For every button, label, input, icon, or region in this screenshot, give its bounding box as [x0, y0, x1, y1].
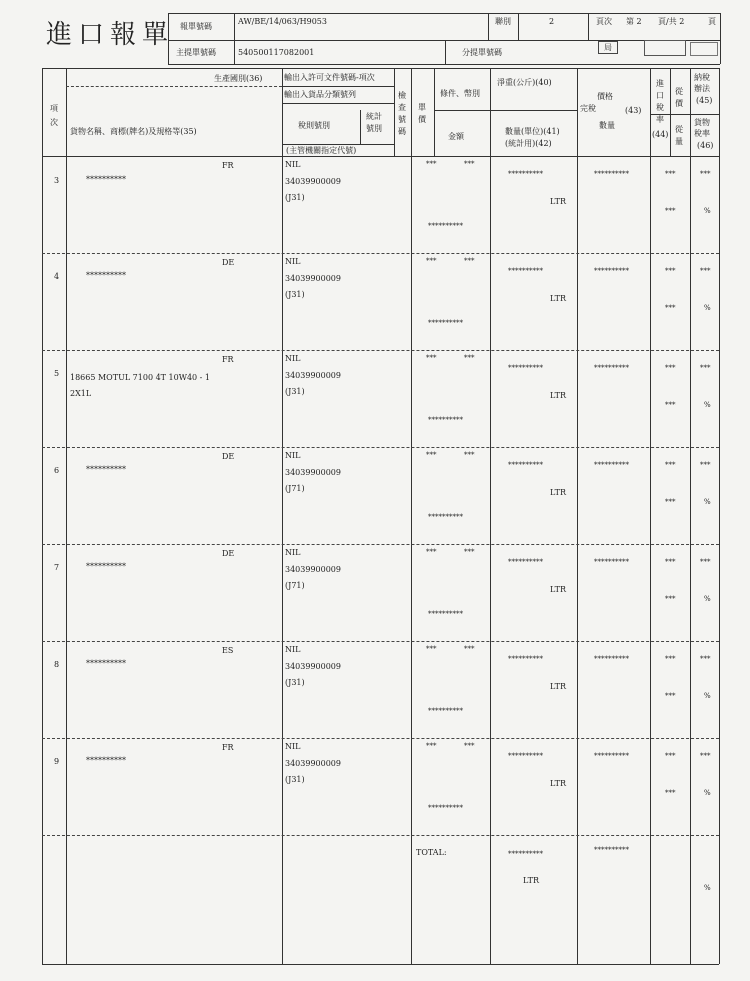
- row-description: 18665 MOTUL 7100 4T 10W40 - 1: [70, 373, 211, 382]
- row-terms-1: ***: [426, 548, 437, 556]
- col-description: 貨物名稱、商標(牌名)及規格等(35): [70, 127, 197, 136]
- row-tariff: 34039900009: [285, 662, 341, 671]
- col-rate-num: (44): [652, 130, 669, 139]
- row-rate-1: ***: [665, 752, 676, 760]
- row-permit: NIL: [285, 451, 301, 460]
- row-amount: **********: [428, 804, 463, 812]
- row-pct: %: [704, 789, 711, 797]
- col-net-weight: 淨重(公斤)(40): [497, 78, 552, 87]
- page-suffix: 頁: [708, 17, 716, 26]
- col-value: 價格: [597, 92, 613, 101]
- row-tariff: 34039900009: [285, 274, 341, 283]
- row-tax: ***: [700, 170, 711, 178]
- col-value-num: (43): [625, 106, 642, 115]
- col-import-rate: 進口稅率: [656, 79, 664, 124]
- row-rate-2: ***: [665, 692, 676, 700]
- row-tariff: 34039900009: [285, 371, 341, 380]
- row-permit: NIL: [285, 257, 301, 266]
- row-weight: **********: [508, 364, 543, 372]
- row-origin: DE: [222, 258, 235, 267]
- row-description: **********: [86, 562, 126, 571]
- col-inspection: 檢查號碼: [398, 91, 406, 136]
- row-tax: ***: [700, 752, 711, 760]
- row-weight: **********: [508, 170, 543, 178]
- row-item-no: 4: [54, 272, 60, 281]
- declaration-no: AW/BE/14/063/H9053: [238, 17, 327, 26]
- row-origin: FR: [222, 743, 234, 752]
- col-terms: 條件、幣別: [440, 89, 480, 98]
- row-code: (J31): [285, 387, 305, 396]
- row-weight: **********: [508, 558, 543, 566]
- row-terms-1: ***: [426, 742, 437, 750]
- row-terms-1: ***: [426, 645, 437, 653]
- row-tariff: 34039900009: [285, 759, 341, 768]
- col-amount: 金額: [448, 132, 464, 141]
- row-terms-2: ***: [464, 160, 475, 168]
- row-pct: %: [704, 304, 711, 312]
- row-rate-1: ***: [665, 655, 676, 663]
- row-item-no: 5: [54, 369, 60, 378]
- row-pct: %: [704, 595, 711, 603]
- row-rate-1: ***: [665, 364, 676, 372]
- row-terms-1: ***: [426, 257, 437, 265]
- row-terms-2: ***: [464, 548, 475, 556]
- col-stat-no: 統計: [366, 112, 382, 121]
- total-label: TOTAL:: [416, 848, 447, 857]
- row-unit: LTR: [550, 391, 567, 400]
- row-value: **********: [594, 364, 629, 372]
- row-permit: NIL: [285, 354, 301, 363]
- row-rate-1: ***: [665, 267, 676, 275]
- col-item-no-2: 次: [50, 118, 58, 127]
- row-permit: NIL: [285, 548, 301, 557]
- col-goods-tax: 貨物稅率: [694, 118, 710, 138]
- row-description: **********: [86, 271, 126, 280]
- row-tax: ***: [700, 461, 711, 469]
- row-value: **********: [594, 752, 629, 760]
- row-code: (J31): [285, 193, 305, 202]
- row-terms-1: ***: [426, 451, 437, 459]
- row-rate-2: ***: [665, 304, 676, 312]
- row-terms-2: ***: [464, 257, 475, 265]
- col-specific: 從量: [675, 125, 683, 146]
- row-rate-2: ***: [665, 498, 676, 506]
- col-ad-valorem: 從價: [675, 87, 683, 108]
- col-origin: 生產國別(36): [214, 74, 263, 83]
- col-stat-no-2: 號別: [366, 124, 382, 133]
- row-weight: **********: [508, 461, 543, 469]
- col-authority-code: (主管機關指定代號): [286, 146, 357, 155]
- row-tax: ***: [700, 558, 711, 566]
- row-rate-2: ***: [665, 789, 676, 797]
- col-stat-unit: (統計用)(42): [505, 139, 552, 148]
- row-amount: **********: [428, 707, 463, 715]
- col-goods-tax-num: (46): [697, 141, 714, 150]
- row-value: **********: [594, 267, 629, 275]
- row-description: **********: [86, 756, 126, 765]
- row-terms-2: ***: [464, 354, 475, 362]
- row-rate-1: ***: [665, 170, 676, 178]
- page-no: 第 2: [626, 17, 642, 26]
- row-item-no: 6: [54, 466, 60, 475]
- page-title: 進口報單: [46, 20, 175, 50]
- row-value: **********: [594, 461, 629, 469]
- row-pct: %: [704, 401, 711, 409]
- row-unit: LTR: [550, 682, 567, 691]
- bl-label: 主提單號碼: [176, 48, 216, 57]
- row-amount: **********: [428, 319, 463, 327]
- col-tariff-no: 稅則號別: [298, 121, 330, 130]
- row-rate-2: ***: [665, 207, 676, 215]
- row-amount: **********: [428, 416, 463, 424]
- row-value: **********: [594, 170, 629, 178]
- col-tax-method-num: (45): [696, 96, 713, 105]
- col-classification: 輸出入貨品分類號列: [284, 90, 356, 99]
- row-description-2: 2X1L: [70, 389, 92, 398]
- row-code: (J71): [285, 581, 305, 590]
- row-terms-2: ***: [464, 645, 475, 653]
- row-item-no: 8: [54, 660, 60, 669]
- row-tariff: 34039900009: [285, 468, 341, 477]
- row-rate-2: ***: [665, 401, 676, 409]
- col-tax-method: 納稅辦法: [694, 73, 710, 93]
- row-code: (J31): [285, 775, 305, 784]
- col-unit-price: 單價: [418, 103, 426, 124]
- row-tariff: 34039900009: [285, 177, 341, 186]
- row-code: (J31): [285, 290, 305, 299]
- row-weight: **********: [508, 752, 543, 760]
- col-quantity2: 數量: [599, 121, 615, 130]
- col-item-no-1: 項: [50, 104, 58, 113]
- joint-label: 聯別: [495, 17, 511, 26]
- row-origin: ES: [222, 646, 234, 655]
- row-item-no: 7: [54, 563, 60, 572]
- stamp-mark-2: [690, 42, 718, 56]
- row-tariff: 34039900009: [285, 565, 341, 574]
- row-unit: LTR: [550, 294, 567, 303]
- row-tax: ***: [700, 364, 711, 372]
- col-duty-paid: 完稅: [580, 104, 596, 113]
- total-value: **********: [594, 846, 629, 854]
- row-amount: **********: [428, 610, 463, 618]
- row-weight: **********: [508, 655, 543, 663]
- row-pct: %: [704, 692, 711, 700]
- row-amount: **********: [428, 513, 463, 521]
- row-weight: **********: [508, 267, 543, 275]
- row-unit: LTR: [550, 779, 567, 788]
- row-origin: FR: [222, 161, 234, 170]
- row-rate-2: ***: [665, 595, 676, 603]
- row-permit: NIL: [285, 742, 301, 751]
- office-stamp: 局: [598, 41, 618, 54]
- total-weight: **********: [508, 850, 543, 858]
- row-origin: FR: [222, 355, 234, 364]
- page-total: 頁/共 2: [658, 17, 685, 26]
- col-export-permit: 輸出入許可文件號碼-項次: [284, 73, 375, 82]
- page-label: 頁次: [596, 17, 612, 26]
- row-amount: **********: [428, 222, 463, 230]
- row-origin: DE: [222, 549, 235, 558]
- row-description: **********: [86, 465, 126, 474]
- col-quantity: 數量(單位)(41): [505, 127, 560, 136]
- row-tax: ***: [700, 655, 711, 663]
- row-code: (J71): [285, 484, 305, 493]
- row-description: **********: [86, 659, 126, 668]
- row-rate-1: ***: [665, 461, 676, 469]
- total-pct: %: [704, 884, 711, 892]
- row-pct: %: [704, 207, 711, 215]
- row-terms-1: ***: [426, 160, 437, 168]
- declaration-no-label: 報單號碼: [180, 22, 212, 31]
- row-value: **********: [594, 558, 629, 566]
- sub-bl-label: 分提單號碼: [462, 48, 502, 57]
- row-item-no: 9: [54, 757, 60, 766]
- row-rate-1: ***: [665, 558, 676, 566]
- row-code: (J31): [285, 678, 305, 687]
- row-unit: LTR: [550, 488, 567, 497]
- row-origin: DE: [222, 452, 235, 461]
- stamp-mark: [644, 40, 686, 56]
- row-unit: LTR: [550, 585, 567, 594]
- row-pct: %: [704, 498, 711, 506]
- total-unit: LTR: [523, 876, 540, 885]
- row-item-no: 3: [54, 176, 60, 185]
- row-unit: LTR: [550, 197, 567, 206]
- joint-value: 2: [549, 17, 555, 26]
- row-terms-2: ***: [464, 742, 475, 750]
- row-permit: NIL: [285, 645, 301, 654]
- bl-no: 540500117082001: [238, 48, 315, 57]
- row-terms-2: ***: [464, 451, 475, 459]
- row-terms-1: ***: [426, 354, 437, 362]
- row-tax: ***: [700, 267, 711, 275]
- row-description: **********: [86, 175, 126, 184]
- row-value: **********: [594, 655, 629, 663]
- row-permit: NIL: [285, 160, 301, 169]
